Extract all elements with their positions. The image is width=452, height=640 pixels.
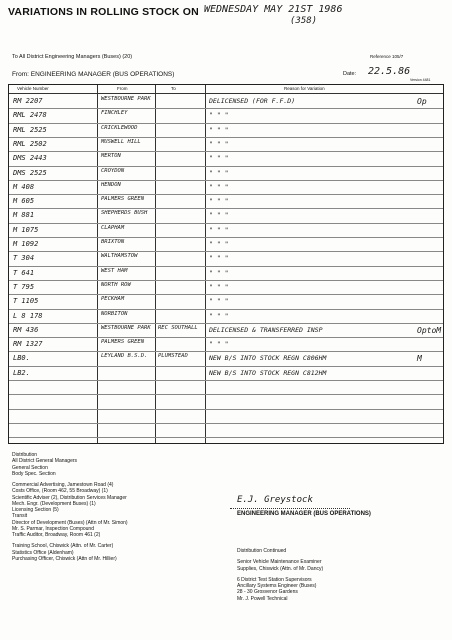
reason: " " " — [209, 268, 229, 277]
distribution-entry: Costs Office, (Room 462, 55 Broadway) (1) — [12, 488, 108, 495]
from-garage: HENDON — [101, 181, 121, 188]
reference: Reference 105/7 — [370, 54, 404, 59]
from-garage: LEYLAND B.S.D. — [101, 353, 148, 360]
form-title: VARIATIONS IN ROLLING STOCK ON — [8, 6, 199, 18]
signature-line — [230, 508, 350, 509]
distribution-entry: Senior Vehicle Maintenance Examiner — [237, 559, 322, 566]
row-divider — [9, 123, 443, 124]
distribution-entry: Traffic Auditor, Broadway, Room 461 (2) — [12, 532, 101, 538]
row-divider — [9, 180, 443, 181]
reason: " " " — [209, 254, 229, 263]
column-divider — [97, 85, 98, 443]
signatory-title: ENGINEERING MANAGER (BUS OPERATIONS) — [237, 511, 371, 517]
vehicle-number: M 881 — [13, 211, 35, 220]
distribution-entry: All District General Managers — [12, 458, 78, 465]
row-divider — [9, 366, 443, 367]
row-divider — [9, 266, 443, 267]
row-divider — [9, 423, 443, 424]
vehicle-number: RML 2525 — [13, 125, 47, 134]
row-divider — [9, 166, 443, 167]
handwritten-date: WEDNESDAY MAY 21ST 1986 — [204, 4, 343, 15]
reason: " " " — [209, 211, 229, 220]
reason: DELICENSED & TRANSFERRED INSP — [209, 325, 323, 334]
distribution-entry: Purchasing Officer, Chiswick (Attn of Mr. Hillier) — [12, 555, 117, 562]
from-garage: NORTH ROW — [101, 281, 131, 288]
distribution-entry: 6 District Test Station Supervisors — [237, 576, 312, 583]
issue-note: Version 4481 — [410, 78, 431, 82]
distribution-entry: General Section — [12, 464, 48, 471]
row-divider — [9, 280, 443, 281]
vehicle-number: RM 1327 — [13, 340, 43, 349]
from-garage: PALMERS GREEN — [101, 196, 145, 203]
extra-mark: OptoM — [417, 325, 442, 335]
vehicle-number: DMS 2443 — [13, 154, 47, 163]
to-line: To All District Engineering Managers (Buses) (20) — [12, 54, 133, 60]
vehicle-number: L 8 178 — [13, 311, 43, 320]
reason: NEW B/S INTO STOCK REGN C812HM — [209, 368, 327, 377]
vehicle-number: T 304 — [13, 254, 35, 263]
column-header-vehicle: Vehicle Number — [17, 86, 49, 91]
date-label: Date: — [343, 71, 357, 77]
reason: DELICENSED (FOR F.F.D) — [209, 97, 296, 105]
column-header-reason: Reason for Variation — [284, 86, 325, 91]
vehicle-number: M 1075 — [13, 225, 39, 234]
row-divider — [9, 394, 443, 395]
extra-mark: M — [417, 354, 422, 364]
from-garage: PALMERS GREEN — [101, 339, 145, 346]
to-garage: PLUMSTEAD — [158, 353, 188, 360]
reason: " " " — [209, 125, 229, 134]
reason: NEW B/S INTO STOCK REGN C806HM — [209, 354, 327, 363]
distribution-entry: Ancillary Systems Engineer (Buses) — [237, 583, 317, 589]
from-garage: MUSWELL HILL — [101, 138, 141, 145]
row-divider — [9, 323, 443, 324]
row-divider — [9, 194, 443, 195]
from-garage: MERTON — [101, 153, 121, 160]
extra-mark: Op — [417, 97, 427, 106]
vehicle-number: LB0. — [13, 354, 30, 363]
from-garage: NORBITON — [101, 310, 128, 317]
from-garage: CRICKLEWOOD — [101, 124, 138, 131]
reason: " " " — [209, 340, 229, 349]
column-header-to: To — [171, 86, 176, 91]
from-garage: SHEPHERDS BUSH — [101, 210, 148, 217]
vehicle-number: T 641 — [13, 268, 35, 277]
reason: " " " — [209, 111, 229, 120]
distribution-entry: Statistics Office (Aldenham) — [12, 549, 74, 556]
distribution-entry: Body Spec. Section — [12, 470, 56, 477]
variations-table — [8, 84, 444, 444]
distribution-entry: Supplies, Chiswick (Attn. of Mr. Dancy) — [237, 565, 324, 572]
vehicle-number: M 605 — [13, 197, 35, 206]
vehicle-number: RML 2502 — [13, 139, 47, 148]
distribution-entry: Transit — [12, 513, 28, 520]
distribution-entry: Distribution — [12, 452, 38, 458]
vehicle-number: T 1105 — [13, 297, 39, 306]
date-value: 22.5.86 — [368, 66, 411, 77]
reason: " " " — [209, 225, 229, 234]
row-divider — [9, 337, 443, 338]
form-number: (358) — [290, 16, 318, 26]
row-divider — [9, 251, 443, 252]
from-garage: WESTBOURNE PARK — [101, 324, 151, 331]
reason: " " " — [209, 297, 229, 306]
distribution-entry: Director of Development (Buses) (Attn of Mr. Simon) — [12, 519, 128, 526]
reason: " " " — [209, 168, 229, 177]
reason: " " " — [209, 154, 229, 163]
from-garage: PECKHAM — [101, 296, 125, 303]
column-divider — [155, 85, 156, 443]
row-divider — [9, 437, 443, 438]
vehicle-number: DMS 2525 — [13, 168, 47, 177]
distribution-entry: Mech. Engr. (Development Buses) (1) — [12, 500, 96, 507]
vehicle-number: RM 436 — [13, 325, 39, 334]
header-divider — [9, 93, 443, 94]
distribution-entry: 28 - 30 Grosvenor Gardens — [237, 589, 298, 596]
to-garage: REC SOUTHALL — [158, 324, 198, 331]
from-garage: FINCHLEY — [101, 110, 128, 117]
row-divider — [9, 351, 443, 352]
row-divider — [9, 409, 443, 410]
distribution-entry: Commercial Advertising, Jamestown Road (4) — [12, 482, 114, 488]
from-garage: CLAPHAM — [101, 224, 125, 231]
reason: " " " — [209, 240, 229, 248]
row-divider — [9, 223, 443, 224]
distribution-continued — [237, 548, 323, 602]
reason: " " " — [209, 139, 229, 148]
distribution-entry: Licensing Section (5) — [12, 507, 59, 513]
row-divider — [9, 237, 443, 238]
vehicle-number: M 408 — [13, 182, 35, 191]
from-line: From: ENGINEERING MANAGER (BUS OPERATIONS) — [12, 71, 175, 78]
reason: " " " — [209, 197, 229, 206]
row-divider — [9, 294, 443, 295]
reason: " " " — [209, 282, 229, 291]
reason: " " " — [209, 311, 229, 320]
column-divider — [205, 85, 206, 443]
distribution-list — [12, 452, 128, 562]
reason: " " " — [209, 182, 229, 191]
from-garage: CROYDON — [101, 167, 125, 174]
distribution-entry: Mr. J. Powell Technical — [237, 595, 288, 602]
from-garage: BRIXTON — [101, 239, 125, 245]
distribution-entry: Mr. S. Parmar, Inspection Compound — [12, 525, 94, 532]
row-divider — [9, 151, 443, 152]
vehicle-number: RM 2207 — [13, 97, 43, 105]
row-divider — [9, 137, 443, 138]
vehicle-number: T 795 — [13, 282, 35, 291]
signature: E.J. Greystock — [237, 495, 313, 505]
row-divider — [9, 309, 443, 310]
row-divider — [9, 208, 443, 209]
column-header-from: From — [117, 86, 128, 91]
distribution-entry: Scientific Adviser (2), Distribution Services Manager — [12, 494, 127, 501]
distribution-entry: Distribution Continued — [237, 548, 287, 554]
from-garage: WEST HAM — [101, 267, 128, 274]
distribution-entry: Training School, Chiswick (Attn. of Mr. Carter) — [12, 543, 114, 550]
from-garage: WESTBOURNE PARK — [101, 96, 151, 102]
vehicle-number: M 1092 — [13, 240, 39, 248]
vehicle-number: LB2. — [13, 368, 30, 377]
row-divider — [9, 108, 443, 109]
from-garage: WALTHAMSTOW — [101, 253, 138, 260]
row-divider — [9, 380, 443, 381]
vehicle-number: RML 2478 — [13, 111, 47, 120]
